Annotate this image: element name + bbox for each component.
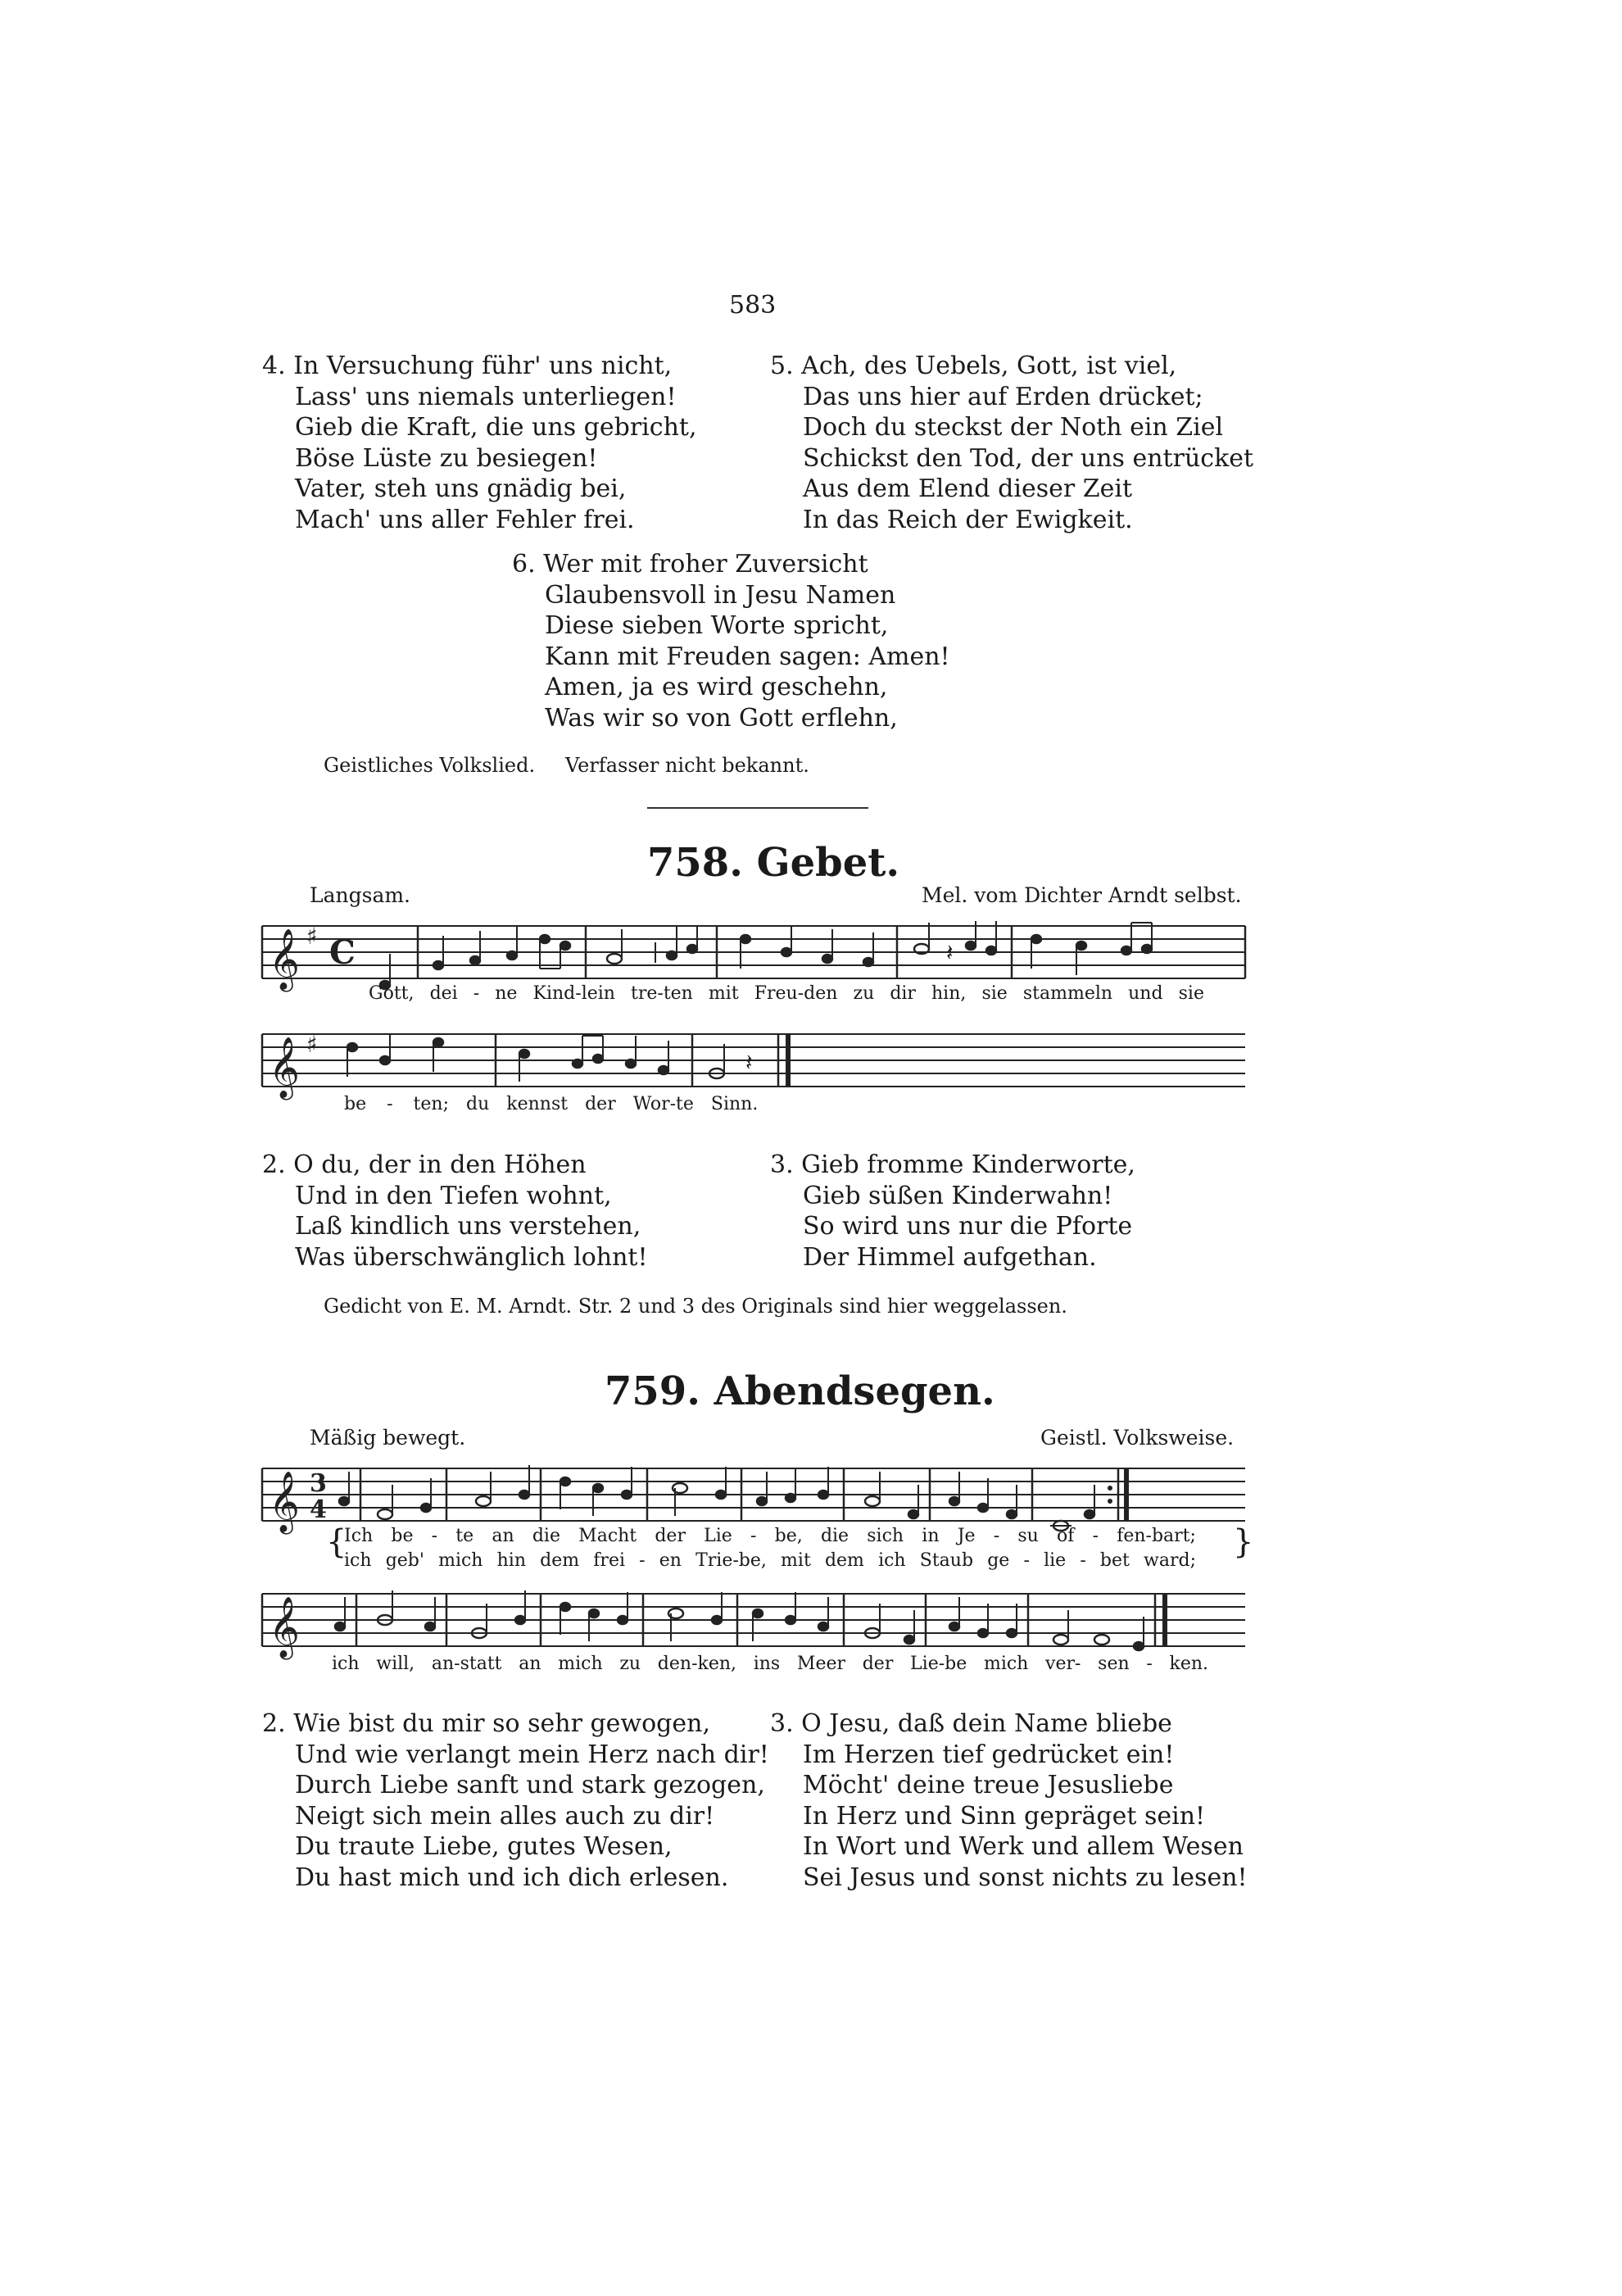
verse-line: Sei Jesus und sonst nichts zu lesen!: [803, 1863, 1248, 1892]
verse-line: Gieb fromme Kinderworte,: [801, 1150, 1135, 1179]
time-signature-top: 3: [310, 1469, 327, 1498]
verse-line: In Wort und Werk und allem Wesen: [803, 1832, 1244, 1861]
verse-line: Was überschwänglich lohnt!: [295, 1242, 648, 1272]
verse-line: In Versuchung führ' uns nicht,: [293, 352, 673, 380]
lyric-syllable: den-ken,: [657, 1654, 737, 1674]
lyric-syllable: -: [387, 1094, 393, 1114]
treble-clef-icon: 𝄞: [269, 929, 300, 990]
lyric-syllable: dem: [824, 1550, 864, 1571]
attribution-758: Gedicht von E. M. Arndt. Str. 2 und 3 des Originals sind hier weggelassen.: [324, 1295, 1067, 1318]
verse-line: Doch du steckst der Noth ein Ziel: [803, 413, 1224, 442]
tempo-marking: Mäßig bewegt.: [310, 1426, 466, 1450]
lyric-syllable: dir: [890, 983, 916, 1004]
lyrics-759-line-1a: [344, 1526, 1196, 1546]
lyric-syllable: hin: [496, 1550, 526, 1571]
lyric-syllable: will,: [376, 1654, 415, 1674]
brace-right: }: [1233, 1523, 1254, 1561]
hymn-number: 758.: [647, 840, 743, 886]
verse-line: Gieb süßen Kinderwahn!: [803, 1181, 1113, 1210]
verse-line: Amen, ja es wird geschehn,: [545, 673, 888, 701]
lyrics-759-line-1b: [344, 1550, 1196, 1571]
lyric-syllable: zu: [619, 1654, 641, 1674]
stanza-number: 5.: [770, 352, 794, 380]
time-signature-bottom: 4: [310, 1495, 327, 1524]
stanza-758-2: [262, 1150, 648, 1273]
attribution-author: Verfasser nicht bekannt.: [565, 754, 809, 777]
verse-line: Gieb die Kraft, die uns gebricht,: [295, 413, 697, 442]
stanza-number: 2.: [262, 1709, 286, 1738]
rest-icon: 𝄽: [946, 939, 954, 966]
page-number: 583: [729, 291, 777, 320]
lyric-syllable: Wor-te: [632, 1094, 694, 1114]
lyric-syllable: sich: [867, 1526, 904, 1546]
attribution-source: Geistliches Volkslied.: [324, 754, 536, 777]
lyric-syllable: ins: [753, 1654, 781, 1674]
lyric-syllable: fen-bart;: [1117, 1526, 1196, 1546]
lyric-syllable: lie: [1044, 1550, 1067, 1571]
lyrics-758-line-2: [344, 1094, 758, 1114]
stanza-5: [770, 351, 1253, 535]
lyric-syllable: Kind-lein: [532, 983, 615, 1004]
lyric-syllable: sie: [1178, 983, 1204, 1004]
lyric-syllable: -: [1146, 1654, 1153, 1674]
sharp-icon: ♯: [306, 923, 318, 950]
lyric-syllable: -: [1092, 1526, 1099, 1546]
verse-line: Du traute Liebe, gutes Wesen,: [295, 1832, 673, 1861]
verse-line: Und wie verlangt mein Herz nach dir!: [295, 1740, 769, 1769]
hymn-759-heading: [605, 1368, 995, 1414]
lyric-syllable: Gott,: [369, 983, 415, 1004]
lyric-syllable: -: [639, 1550, 646, 1571]
lyric-syllable: be: [344, 1094, 367, 1114]
stanza-number: 3.: [770, 1150, 794, 1179]
hymn-758-heading: [647, 840, 899, 886]
lyric-syllable: ne: [495, 983, 518, 1004]
tempo-marking: Langsam.: [310, 883, 410, 907]
lyric-syllable: -: [431, 1526, 438, 1546]
lyric-syllable: dei: [429, 983, 458, 1004]
lyric-syllable: sen: [1098, 1654, 1130, 1674]
lyric-syllable: frei: [593, 1550, 625, 1571]
lyric-syllable: an: [519, 1654, 541, 1674]
lyric-syllable: su: [1017, 1526, 1039, 1546]
lyric-syllable: mich: [438, 1550, 483, 1571]
lyric-syllable: Sinn.: [710, 1094, 759, 1114]
verse-line: Wie bist du mir so sehr gewogen,: [293, 1709, 710, 1738]
stanza-758-3: [770, 1150, 1135, 1273]
lyric-syllable: be,: [774, 1526, 803, 1546]
lyric-syllable: in: [922, 1526, 940, 1546]
stanza-4: [262, 351, 697, 535]
lyric-syllable: Staub: [919, 1550, 974, 1571]
verse-line: Mach' uns aller Fehler frei.: [295, 505, 635, 534]
lyric-syllable: mit: [781, 1550, 811, 1571]
verse-line: Böse Lüste zu besiegen!: [295, 443, 598, 473]
lyric-syllable: ver-: [1045, 1654, 1081, 1674]
verse-line: Und in den Tiefen wohnt,: [295, 1181, 612, 1210]
stanza-number: 6.: [512, 550, 536, 579]
lyric-syllable: -: [993, 1526, 1000, 1546]
melody-attribution: Mel. vom Dichter Arndt selbst.: [922, 883, 1242, 907]
treble-clef-icon: 𝄞: [269, 1597, 300, 1658]
lyric-syllable: te: [455, 1526, 474, 1546]
verse-line: Aus dem Elend dieser Zeit: [803, 474, 1132, 503]
lyric-syllable: Trie-be,: [695, 1550, 767, 1571]
lyrics-759-line-2: [332, 1654, 1208, 1674]
lyric-syllable: die: [820, 1526, 850, 1546]
lyric-syllable: ten;: [413, 1094, 449, 1114]
lyric-syllable: hin,: [931, 983, 967, 1004]
stanza-number: 4.: [262, 352, 286, 380]
hymn-title: Gebet.: [756, 840, 900, 886]
lyric-syllable: ge: [987, 1550, 1010, 1571]
verse-line: Laß kindlich uns verstehen,: [295, 1212, 641, 1241]
verse-line: Im Herzen tief gedrücket ein!: [803, 1740, 1175, 1769]
lyric-syllable: of: [1057, 1526, 1075, 1546]
verse-line: Was wir so von Gott erflehn,: [545, 703, 898, 733]
lyric-syllable: der: [862, 1654, 894, 1674]
lyric-syllable: an: [492, 1526, 514, 1546]
lyric-syllable: stammeln: [1022, 983, 1113, 1004]
lyric-syllable: Freu-den: [754, 983, 838, 1004]
lyric-syllable: die: [532, 1526, 560, 1546]
lyric-syllable: geb': [385, 1550, 424, 1571]
lyric-syllable: -: [1023, 1550, 1030, 1571]
verse-line: Das uns hier auf Erden drücket;: [803, 382, 1203, 411]
verse-line: Du hast mich und ich dich erlesen.: [295, 1863, 729, 1892]
lyric-syllable: en: [659, 1550, 682, 1571]
verse-line: Vater, steh uns gnädig bei,: [295, 474, 627, 503]
verse-line: Diese sieben Worte spricht,: [545, 611, 889, 640]
verse-line: Kann mit Freuden sagen: Amen!: [545, 642, 950, 671]
verse-line: Ach, des Uebels, Gott, ist viel,: [801, 352, 1177, 380]
verse-line: Neigt sich mein alles auch zu dir!: [295, 1801, 715, 1831]
verse-line: O Jesu, daß dein Name bliebe: [801, 1709, 1172, 1738]
treble-clef-icon: 𝄞: [269, 1472, 300, 1532]
lyric-syllable: Meer: [796, 1654, 846, 1674]
lyric-syllable: mich: [983, 1654, 1029, 1674]
rest-icon: 𝄽: [745, 1049, 753, 1076]
lyric-syllable: ken.: [1169, 1654, 1208, 1674]
verse-line: Schickst den Tod, der uns entrücket: [803, 443, 1254, 473]
lyric-syllable: Lie: [704, 1526, 732, 1546]
verse-line: Lass' uns niemals unterliegen!: [295, 382, 677, 411]
stanza-759-3: [770, 1708, 1248, 1893]
lyric-syllable: -: [473, 983, 480, 1004]
verse-line: O du, der in den Höhen: [293, 1150, 587, 1179]
lyric-syllable: und: [1128, 983, 1163, 1004]
verse-line: Wer mit froher Zuversicht: [543, 550, 868, 579]
lyric-syllable: kennst: [506, 1094, 569, 1114]
verse-line: In das Reich der Ewigkeit.: [803, 505, 1133, 534]
lyric-syllable: du: [466, 1094, 490, 1114]
verse-line: In Herz und Sinn gepräget sein!: [803, 1801, 1206, 1831]
stanza-759-2: [262, 1708, 769, 1893]
lyric-syllable: tre-ten: [631, 983, 693, 1004]
hymn-number: 759.: [605, 1368, 700, 1414]
lyric-syllable: ich: [332, 1654, 360, 1674]
lyric-syllable: ich: [878, 1550, 906, 1571]
section-divider: [647, 807, 868, 809]
lyric-syllable: Lie-be: [910, 1654, 967, 1674]
lyric-syllable: -: [750, 1526, 757, 1546]
treble-clef-icon: 𝄞: [269, 1037, 300, 1098]
lyric-syllable: mich: [558, 1654, 603, 1674]
melody-attribution: Geistl. Volksweise.: [1040, 1426, 1235, 1450]
lyric-syllable: -: [1080, 1550, 1086, 1571]
brace-left: {: [326, 1523, 347, 1561]
lyric-syllable: der: [655, 1526, 686, 1546]
lyric-syllable: mit: [708, 983, 739, 1004]
common-time-icon: C: [329, 933, 356, 972]
stanza-number: 3.: [770, 1709, 794, 1738]
hymn-title: Abendsegen.: [714, 1368, 995, 1414]
sharp-icon: ♯: [306, 1031, 318, 1058]
lyric-syllable: ich: [344, 1550, 372, 1571]
verse-line: Glaubensvoll in Jesu Namen: [545, 580, 896, 610]
lyric-syllable: zu: [853, 983, 875, 1004]
lyric-syllable: an-statt: [431, 1654, 502, 1674]
verse-line: So wird uns nur die Pforte: [803, 1212, 1133, 1241]
lyric-syllable: sie: [981, 983, 1008, 1004]
verse-line: Durch Liebe sanft und stark gezogen,: [295, 1771, 765, 1799]
stanza-6: [512, 549, 950, 733]
lyric-syllable: dem: [540, 1550, 580, 1571]
lyric-syllable: Je: [957, 1526, 976, 1546]
lyrics-758-line-1: [369, 983, 1204, 1004]
lyric-syllable: be: [391, 1526, 414, 1546]
lyric-syllable: Macht: [578, 1526, 637, 1546]
lyric-syllable: Ich: [344, 1526, 374, 1546]
lyric-syllable: bet: [1099, 1550, 1130, 1571]
verse-line: Der Himmel aufgethan.: [803, 1242, 1097, 1272]
stanza-number: 2.: [262, 1150, 286, 1179]
lyric-syllable: der: [585, 1094, 616, 1114]
lyric-syllable: ward;: [1144, 1550, 1196, 1571]
verse-line: Möcht' deine treue Jesusliebe: [803, 1771, 1174, 1799]
